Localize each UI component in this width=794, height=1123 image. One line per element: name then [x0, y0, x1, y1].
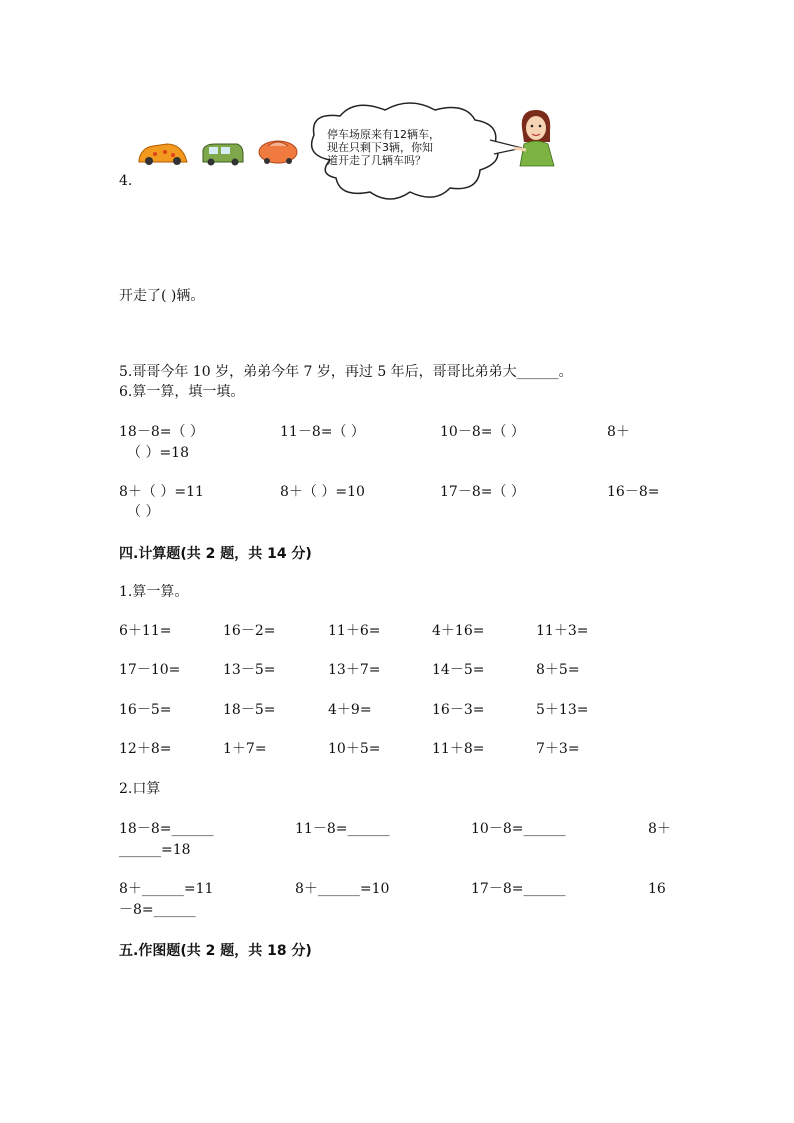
cloud-line-2: 现在只剩下3辆，你知 [327, 141, 433, 154]
cars-illustration [135, 132, 305, 172]
grid-r3-c2: 18－5= [223, 702, 276, 718]
q2-r1-c4: 8＋ [648, 821, 671, 837]
green-van-icon [203, 144, 243, 166]
section4-q1-title: 1.算一算。 [119, 584, 189, 600]
car-icon-group [135, 132, 305, 172]
speech-cloud [300, 100, 530, 206]
cloud-line-3: 道开走了几辆车吗？ [327, 154, 426, 167]
q2-r2-c3: 17－8=______ [471, 881, 566, 897]
q6-r2-wrap: （ ） [127, 504, 160, 520]
grid-r3-c5: 5＋13= [536, 702, 589, 718]
q2-r2-wrap: －8=______ [119, 902, 196, 918]
q6-r2-c2: 8＋（ ）=10 [280, 484, 365, 500]
grid-r3-c4: 16－3= [432, 702, 485, 718]
grid-r1-c5: 11＋3= [536, 623, 589, 639]
q6-r2-c1: 8＋（ ）=11 [119, 484, 204, 500]
q6-r1-wrap: （ ）=18 [127, 445, 189, 461]
section5-title: 五.作图题(共 2 题，共 18 分) [119, 943, 312, 959]
q6-r1-c4: 8＋ [607, 424, 630, 440]
q4-number: 4. [119, 173, 133, 189]
grid-r4-c3: 10＋5= [328, 741, 381, 757]
q6-title: 6.算一算，填一填。 [119, 384, 245, 400]
q6-r2-c3: 17－8=（ ） [440, 484, 525, 500]
grid-r1-c3: 11＋6= [328, 623, 381, 639]
grid-r2-c5: 8＋5= [536, 662, 580, 678]
cloud-line-1: 停车场原来有12辆车， [327, 128, 440, 141]
grid-r4-c2: 1＋7= [223, 741, 267, 757]
grid-r2-c4: 14－5= [432, 662, 485, 678]
grid-r2-c2: 13－5= [223, 662, 276, 678]
grid-r3-c3: 4＋9= [328, 702, 372, 718]
section4-title: 四.计算题(共 2 题，共 14 分) [119, 546, 312, 562]
q2-r1-c1: 18－8=______ [119, 821, 214, 837]
orange-round-car-icon [259, 141, 297, 164]
grid-r4-c1: 12＋8= [119, 741, 172, 757]
q2-r1-c3: 10－8=______ [471, 821, 566, 837]
q6-r1-c3: 10－8=（ ） [440, 424, 525, 440]
grid-r4-c5: 7＋3= [536, 741, 580, 757]
q4-answer-line: 开走了( )辆。 [119, 288, 205, 304]
q6-r2-c4: 16－8= [607, 484, 660, 500]
grid-r2-c3: 13＋7= [328, 662, 381, 678]
grid-r4-c4: 11＋8= [432, 741, 485, 757]
grid-r1-c2: 16－2= [223, 623, 276, 639]
grid-r3-c1: 16－5= [119, 702, 172, 718]
grid-r2-c1: 17－10= [119, 662, 181, 678]
q2-r2-c4: 16 [648, 881, 666, 897]
q2-r1-c2: 11－8=______ [295, 821, 390, 837]
q2-r1-wrap: ______=18 [119, 842, 191, 858]
grid-r1-c4: 4＋16= [432, 623, 485, 639]
girl-icon [512, 108, 558, 168]
grid-r1-c1: 6＋11= [119, 623, 172, 639]
q6-r1-c2: 11－8=（ ） [280, 424, 365, 440]
orange-car-icon [139, 144, 187, 165]
q2-r2-c1: 8＋______=11 [119, 881, 214, 897]
q5-text: 5.哥哥今年 10 岁，弟弟今年 7 岁，再过 5 年后，哥哥比弟弟大______。 [119, 364, 573, 380]
q6-r1-c1: 18－8=（ ） [119, 424, 204, 440]
q2-r2-c2: 8＋______=10 [295, 881, 390, 897]
section4-q2-title: 2.口算 [119, 781, 161, 797]
girl-illustration [512, 108, 558, 168]
